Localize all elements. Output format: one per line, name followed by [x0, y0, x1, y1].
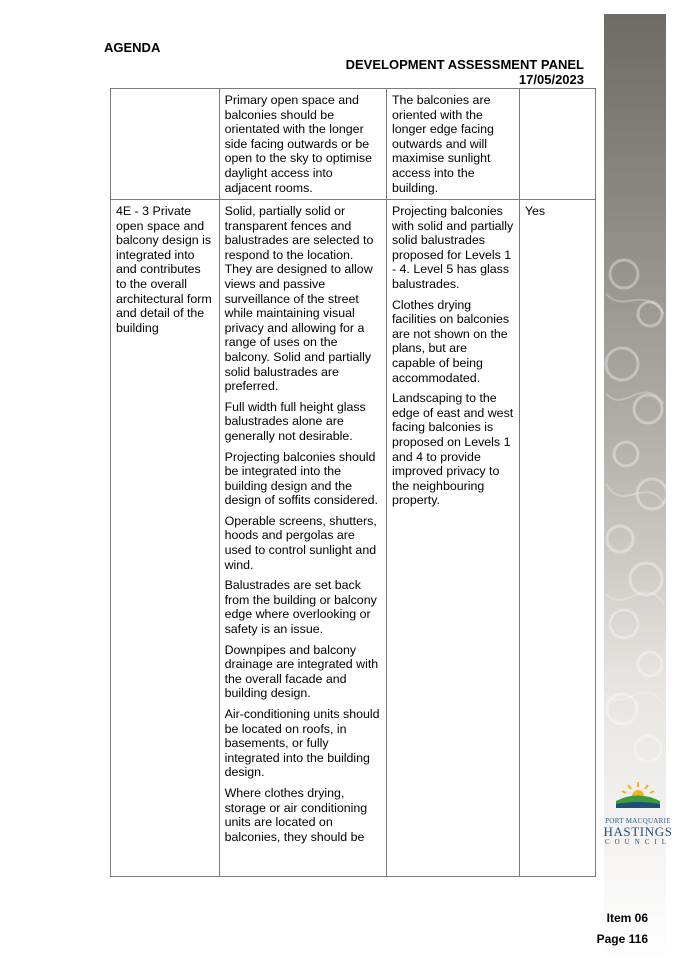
- assessment-table: [110, 88, 596, 877]
- guidance-cell: [219, 89, 386, 200]
- panel-title: DEVELOPMENT ASSESSMENT PANEL: [345, 57, 584, 72]
- response-cell: [386, 89, 519, 200]
- council-logo: [598, 780, 678, 846]
- sun-landscape-icon: [613, 780, 663, 810]
- page-number: Page 116: [596, 932, 648, 946]
- guidance-text: Projecting balconies should be integrated into the building design and the design of soffits considered.: [224, 449, 378, 508]
- agenda-heading: AGENDA: [104, 40, 161, 55]
- table-row: [111, 200, 596, 877]
- guidance-text: Balustrades are set back from the building or balcony edge where overlooking or safety is an issue.: [224, 578, 377, 637]
- response-text: The balconies are oriented with the longer edge facing outwards and will maximise sunlight access into the building.: [391, 93, 494, 195]
- item-number: Item 06: [606, 911, 648, 925]
- table-row: [111, 89, 596, 200]
- guidance-text: Downpipes and balcony drainage are integrated with the overall facade and building design.: [224, 642, 379, 701]
- complies-cell: Yes: [519, 200, 595, 877]
- objective-cell: [111, 89, 220, 200]
- logo-line1: PORT MACQUARIE: [605, 817, 671, 825]
- response-cell: [386, 200, 519, 877]
- guidance-text: Solid, partially solid or transparent fences and balustrades are selected to respond to the location. They are designed to allow views and passive surveillance of the street while maintaining visual privacy and allowing for a range of uses on the balcony. Solid and partially solid balustrades are preferred.: [224, 204, 374, 394]
- objective-cell: 4E - 3 Private open space and balcony design is integrated into and contributes to the overall architectural form and detail of the building: [111, 200, 220, 877]
- guidance-text: Operable screens, shutters, hoods and pergolas are used to control sunlight and wind.: [224, 513, 377, 572]
- guidance-text: Air-conditioning units should be located on roofs, in basements, or fully integrated into the building design.: [224, 707, 380, 780]
- meeting-date: 17/05/2023: [518, 72, 584, 87]
- complies-cell: [519, 89, 595, 200]
- guidance-cell: [219, 200, 386, 877]
- response-text: Landscaping to the edge of east and west facing balconies is proposed on Levels 1 and 4 to provide improved privacy to the neighbouring property.: [391, 391, 514, 508]
- response-text: Clothes drying facilities on balconies are not shown on the plans, but are capable of being accommodated.: [391, 297, 510, 385]
- response-text: Projecting balconies with solid and partially solid balustrades proposed for Levels 1 - 4. Level 5 has glass balustrades.: [391, 204, 514, 291]
- logo-line3: COUNCIL: [604, 838, 672, 846]
- logo-line2: HASTINGS: [603, 824, 673, 839]
- panel-heading: [346, 57, 584, 87]
- guidance-text: Full width full height glass balustrades alone are generally not desirable.: [224, 399, 366, 443]
- guidance-text: Primary open space and balconies should be orientated with the longer side facing outwards or be open to the sky to optimise daylight access into adjacent rooms.: [224, 93, 372, 195]
- guidance-text: Where clothes drying, storage or air conditioning units are located on balconies, they should be: [224, 785, 368, 844]
